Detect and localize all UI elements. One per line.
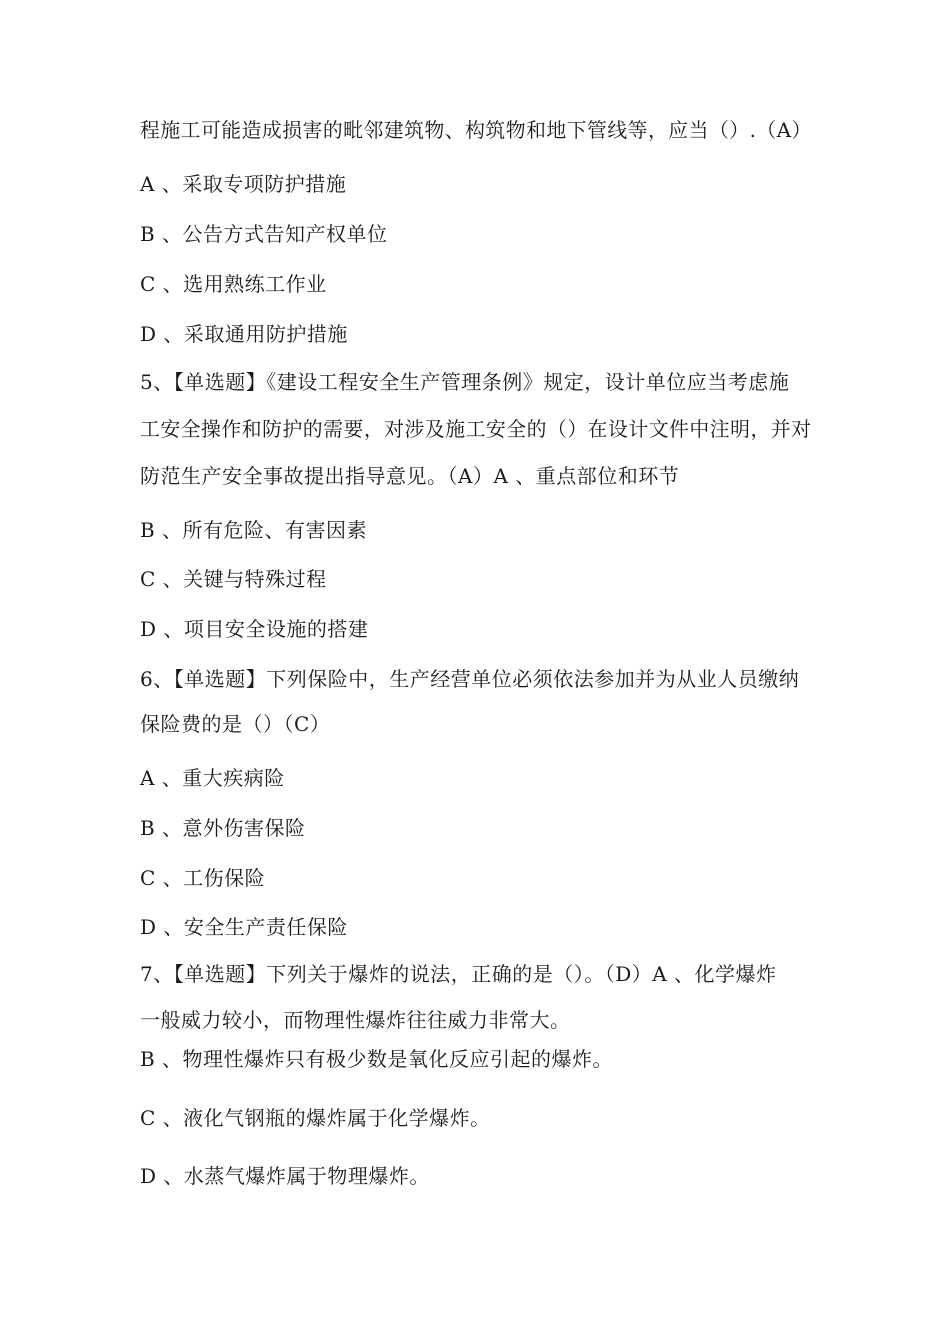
option-d: D 、采取通用防护措施 bbox=[140, 322, 348, 346]
option-c: C 、关键与特殊过程 bbox=[140, 567, 327, 591]
option-c: C 、选用熟练工作业 bbox=[140, 272, 327, 296]
option-d: D 、水蒸气爆炸属于物理爆炸。 bbox=[140, 1164, 430, 1188]
text-line: 程施工可能造成损害的毗邻建筑物、构筑物和地下管线等，应当（）.（A） bbox=[140, 118, 812, 142]
question-7: 7、【单选题】下列关于爆炸的说法，正确的是（）。（D）A 、化学爆炸 bbox=[140, 962, 777, 986]
question-7-cont: 一般威力较小，而物理性爆炸往往威力非常大。 bbox=[140, 1008, 571, 1032]
option-b: B 、公告方式告知产权单位 bbox=[140, 222, 388, 246]
question-5-cont: 工安全操作和防护的需要，对涉及施工安全的（）在设计文件中注明，并对 bbox=[140, 417, 812, 441]
question-6-cont: 保险费的是（）（C） bbox=[140, 712, 331, 736]
question-5-cont: 防范生产安全事故提出指导意见。（A）A 、重点部位和环节 bbox=[140, 464, 680, 488]
option-b: B 、意外伤害保险 bbox=[140, 816, 306, 840]
option-d: D 、安全生产责任保险 bbox=[140, 915, 348, 939]
option-c: C 、工伤保险 bbox=[140, 866, 266, 890]
option-d: D 、项目安全设施的搭建 bbox=[140, 617, 369, 641]
option-b: B 、所有危险、有害因素 bbox=[140, 518, 368, 542]
option-b: B 、物理性爆炸只有极少数是氧化反应引起的爆炸。 bbox=[140, 1047, 614, 1071]
question-6: 6、【单选题】下列保险中，生产经营单位必须依法参加并为从业人员缴纳 bbox=[140, 667, 800, 691]
option-a: A 、采取专项防护措施 bbox=[140, 172, 347, 196]
question-5: 5、【单选题】《建设工程安全生产管理条例》规定，设计单位应当考虑施 bbox=[140, 370, 790, 394]
option-a: A 、重大疾病险 bbox=[140, 766, 285, 790]
option-c: C 、液化气钢瓶的爆炸属于化学爆炸。 bbox=[140, 1106, 491, 1130]
